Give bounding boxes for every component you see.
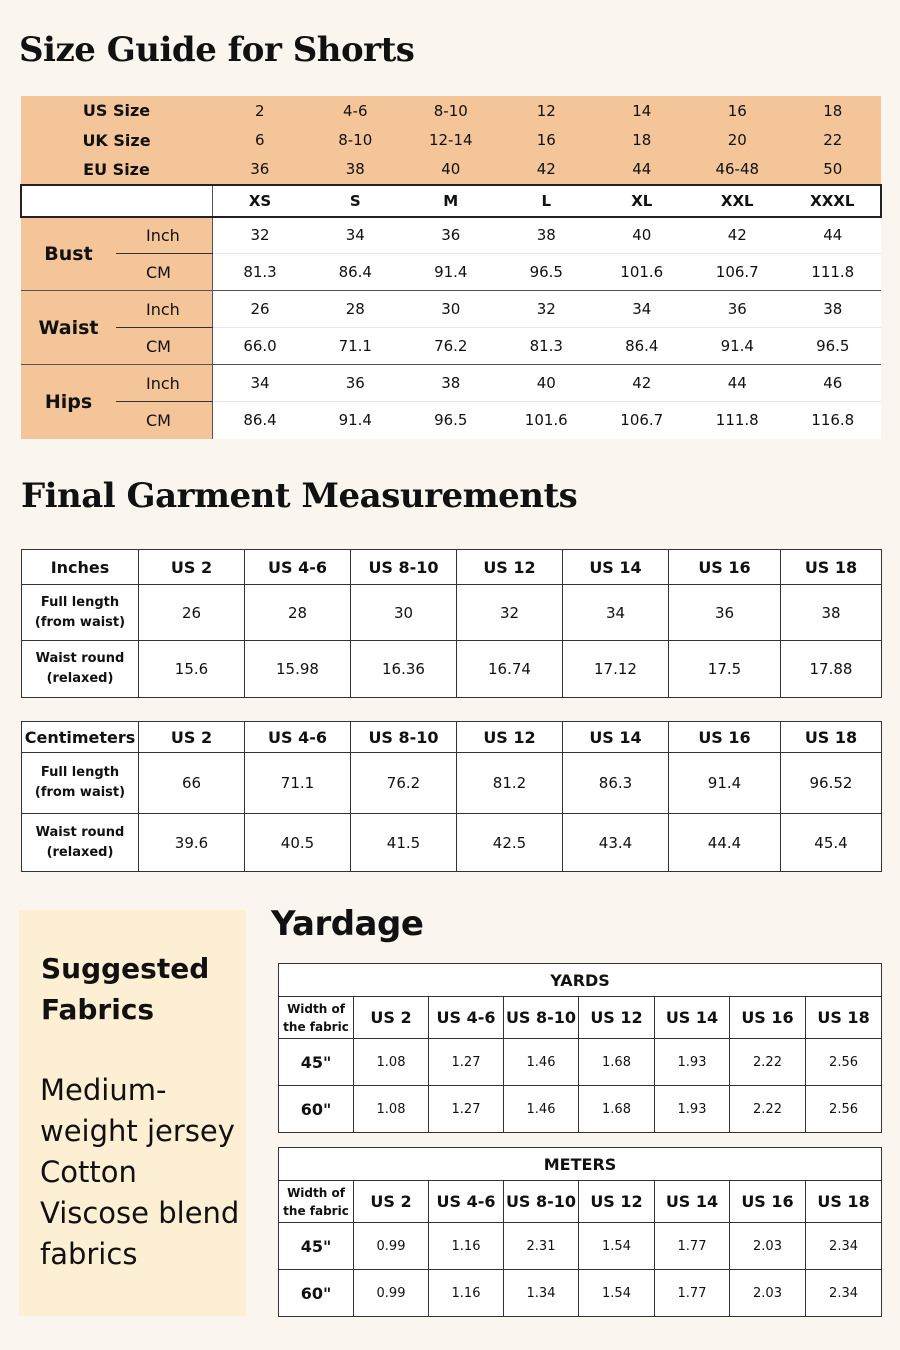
yards-caption: YARDS [279,964,882,997]
unit-inch-label: Inch [116,217,212,254]
waist-inch-cell: 38 [785,291,881,328]
unit-cm-label: CM [116,328,212,365]
hips-cm-cell: 96.5 [403,402,499,439]
yardage-cell: 2.56 [806,1039,882,1086]
waist-round-cell: 17.5 [669,641,781,698]
us-size-cell: 8-10 [433,101,468,120]
fabrics-title-line2: Fabrics [41,993,155,1026]
meters-cell: 1.34 [504,1270,579,1317]
fabric-width-cell: 45" [279,1039,354,1086]
size-header: US 12 [579,1181,655,1223]
full-length-cell: 81.2 [457,753,563,814]
us-size-label: US Size [82,101,151,121]
letter-size-row [21,185,881,217]
size-header: US 14 [563,722,669,753]
size-header: US 18 [806,1181,882,1223]
size-header: US 18 [781,550,882,585]
full-length-cell: 76.2 [351,753,457,814]
uk-size-row [21,126,881,156]
fabric-item: fabrics [40,1237,138,1271]
full-length-cell: 32 [457,585,563,641]
yards-header-row [279,997,882,1039]
hips-inch-row [21,365,881,402]
yardage-cell: 1.08 [354,1086,429,1133]
waist-cm-cell: 91.4 [690,328,786,365]
size-header: US 16 [730,997,806,1039]
yards-row-45 [279,1039,882,1086]
yardage-cell: 1.46 [504,1086,579,1133]
waist-inch-cell: 30 [403,291,499,328]
us-size-cell: 12 [536,101,556,120]
fabrics-title-line1: Suggested [41,952,210,985]
waist-cm-cell: 86.4 [594,328,690,365]
fabric-width-cell: 60" [279,1086,354,1133]
fabric-item: weight jersey [40,1114,235,1148]
yardage-cell: 1.93 [655,1039,730,1086]
yardage-cell: 1.68 [579,1039,655,1086]
waist-round-cell: 15.6 [139,641,245,698]
yardage-cell: 1.68 [579,1086,655,1133]
size-header: US 8-10 [351,722,457,753]
full-length-cell: 28 [245,585,351,641]
meters-cell: 2.03 [730,1270,806,1317]
waist-inch-cell: 26 [212,291,308,328]
size-header: US 4-6 [429,1181,504,1223]
waist-round-cell: 17.88 [781,641,882,698]
us-size-cell: 4-6 [343,101,368,120]
meters-cell: 0.99 [354,1223,429,1270]
waist-round-label [22,641,139,698]
cm-header-row [22,722,882,753]
full-length-row [22,585,882,641]
eu-size-cell: 44 [632,160,652,179]
size-header: US 4-6 [245,722,351,753]
width-label-line2: the fabric [283,1203,349,1218]
yardage-cell: 2.56 [806,1086,882,1133]
us-size-cell: 18 [823,101,843,120]
meters-cell: 1.77 [655,1223,730,1270]
yardage-cell: 1.08 [354,1039,429,1086]
bust-cm-row [21,254,881,291]
waist-inch-row [21,291,881,328]
bust-cm-cell: 101.6 [594,254,690,291]
us-size-row [21,96,881,126]
yards-caption-row [279,964,882,997]
us-size-cell: 14 [632,101,652,120]
bust-inch-row [21,217,881,254]
eu-size-row [21,155,881,185]
inches-label: Inches [22,550,139,585]
full-length-label [22,585,139,641]
eu-size-cell: 46-48 [715,160,760,179]
letter-size-cell: XS [212,185,308,217]
waist-inch-cell: 28 [308,291,404,328]
waist-cm-cell: 66.0 [212,328,308,365]
size-header: US 8-10 [351,550,457,585]
bust-inch-cell: 34 [308,217,404,254]
full-length-cell: 71.1 [245,753,351,814]
full-length-label-line2: (from waist) [34,614,126,630]
size-header: US 4-6 [429,997,504,1039]
waist-round-cell: 16.36 [351,641,457,698]
hips-cm-cell: 106.7 [594,402,690,439]
suggested-fabrics-panel [19,910,246,1316]
waist-round-label-line1: Waist round [35,651,125,666]
eu-size-cell: 38 [345,160,365,179]
fabrics-title [41,948,231,1030]
unit-cm-label: CM [116,254,212,291]
waist-round-cell: 42.5 [457,814,563,872]
waist-round-cell: 45.4 [781,814,882,872]
hips-inch-cell: 36 [308,365,404,402]
yardage-cell: 1.27 [429,1039,504,1086]
uk-size-cell: 6 [254,131,265,150]
meters-header-row [279,1181,882,1223]
fabric-width-cell: 45" [279,1223,354,1270]
waist-inch-cell: 32 [499,291,595,328]
bust-inch-cell: 44 [785,217,881,254]
size-header: US 18 [806,997,882,1039]
yards-row-60 [279,1086,882,1133]
size-header: US 2 [139,722,245,753]
yardage-cell: 1.27 [429,1086,504,1133]
hips-cm-cell: 86.4 [212,402,308,439]
meters-cell: 2.34 [806,1270,882,1317]
bust-inch-cell: 38 [499,217,595,254]
uk-size-label: UK Size [82,130,151,150]
size-header: US 14 [563,550,669,585]
yardage-cell: 1.93 [655,1086,730,1133]
meters-cell: 2.34 [806,1223,882,1270]
size-header: US 16 [730,1181,806,1223]
bust-label: Bust [21,217,116,291]
yardage-title: Yardage [271,904,424,944]
meters-row-45 [279,1223,882,1270]
meters-cell: 2.31 [504,1223,579,1270]
meters-cell: 0.99 [354,1270,429,1317]
inches-header-row [22,550,882,585]
meters-cell: 1.77 [655,1270,730,1317]
size-guide-title: Size Guide for Shorts [19,30,415,70]
letter-size-cell: L [499,185,595,217]
waist-inch-cell: 34 [594,291,690,328]
waist-cm-row [21,328,881,365]
unit-inch-label: Inch [116,365,212,402]
us-size-cell: 16 [727,101,747,120]
bust-cm-cell: 86.4 [308,254,404,291]
fabric-item: Cotton [40,1155,137,1189]
meters-caption-row [279,1148,882,1181]
fabric-item: Medium- [40,1073,167,1107]
eu-size-cell: 40 [441,160,461,179]
size-header: US 16 [669,550,781,585]
hips-inch-cell: 46 [785,365,881,402]
us-size-cell: 2 [254,101,265,120]
waist-round-cell: 16.74 [457,641,563,698]
eu-size-cell: 42 [536,160,556,179]
waist-cm-cell: 76.2 [403,328,499,365]
waist-round-label [22,814,139,872]
full-length-cell: 66 [139,753,245,814]
size-header: US 2 [354,997,429,1039]
letter-size-cell: XXXL [785,185,881,217]
width-of-fabric-label [279,997,354,1039]
waist-cm-cell: 81.3 [499,328,595,365]
full-length-cell: 34 [563,585,669,641]
unit-inch-label: Inch [116,291,212,328]
waist-cm-cell: 96.5 [785,328,881,365]
bust-cm-cell: 111.8 [785,254,881,291]
size-header: US 8-10 [504,1181,579,1223]
fabric-item: Viscose blend [40,1196,240,1230]
width-label-line1: Width of [287,1001,345,1016]
bust-inch-cell: 40 [594,217,690,254]
fabric-width-cell: 60" [279,1270,354,1317]
meters-cell: 2.03 [730,1223,806,1270]
bust-cm-cell: 81.3 [212,254,308,291]
bust-cm-cell: 96.5 [499,254,595,291]
eu-size-cell: 36 [250,160,270,179]
hips-inch-cell: 42 [594,365,690,402]
letter-size-cell: M [403,185,499,217]
size-header: US 12 [457,550,563,585]
meters-table [278,1147,882,1317]
garment-title: Final Garment Measurements [21,476,578,516]
full-length-cell: 96.52 [781,753,882,814]
full-length-cell: 38 [781,585,882,641]
full-length-cell: 26 [139,585,245,641]
hips-inch-cell: 38 [403,365,499,402]
bust-cm-cell: 106.7 [690,254,786,291]
bust-cm-cell: 91.4 [403,254,499,291]
full-length-cell: 91.4 [669,753,781,814]
yardage-cell: 1.46 [504,1039,579,1086]
uk-size-cell: 8-10 [338,131,373,150]
size-header: US 12 [457,722,563,753]
waist-round-cell: 43.4 [563,814,669,872]
meters-row-60 [279,1270,882,1317]
waist-round-cell: 17.12 [563,641,669,698]
full-length-cell: 36 [669,585,781,641]
meters-caption: METERS [279,1148,882,1181]
waist-round-cell: 41.5 [351,814,457,872]
size-header: US 14 [655,1181,730,1223]
meters-cell: 1.54 [579,1270,655,1317]
meters-cell: 1.16 [429,1270,504,1317]
size-header: US 2 [354,1181,429,1223]
meters-cell: 1.16 [429,1223,504,1270]
full-length-cell: 86.3 [563,753,669,814]
width-label-line2: the fabric [283,1019,349,1034]
waist-round-label-line1: Waist round [35,824,125,840]
waist-round-cell: 44.4 [669,814,781,872]
waist-round-row [22,814,882,872]
uk-size-cell: 18 [632,131,652,150]
hips-cm-cell: 91.4 [308,402,404,439]
waist-round-row [22,641,882,698]
size-header: US 18 [781,722,882,753]
bust-inch-cell: 36 [403,217,499,254]
uk-size-cell: 12-14 [428,131,473,150]
yardage-cell: 2.22 [730,1039,806,1086]
waist-label: Waist [21,291,116,365]
letter-size-cell: S [308,185,404,217]
size-header: US 14 [655,997,730,1039]
waist-round-cell: 15.98 [245,641,351,698]
waist-inch-cell: 36 [690,291,786,328]
full-length-cell: 30 [351,585,457,641]
letter-size-cell: XL [594,185,690,217]
fabrics-list [40,1070,240,1275]
full-length-label [22,753,139,814]
bust-inch-cell: 42 [690,217,786,254]
uk-size-cell: 20 [727,131,747,150]
centimeters-label: Centimeters [22,722,139,753]
full-length-row [22,753,882,814]
hips-inch-cell: 44 [690,365,786,402]
width-label-line1: Width of [287,1185,345,1200]
hips-cm-row [21,402,881,439]
full-length-label-line2: (from waist) [34,785,126,800]
yards-table [278,963,882,1133]
inches-table [21,549,882,698]
unit-cm-label: CM [116,402,212,439]
waist-round-label-line2: (relaxed) [46,844,114,860]
centimeters-table [21,721,882,872]
waist-round-label-line2: (relaxed) [46,671,114,686]
waist-cm-cell: 71.1 [308,328,404,365]
waist-round-cell: 40.5 [245,814,351,872]
width-of-fabric-label [279,1181,354,1223]
hips-inch-cell: 40 [499,365,595,402]
hips-cm-cell: 111.8 [690,402,786,439]
size-header: US 16 [669,722,781,753]
full-length-label-line1: Full length [40,765,120,780]
hips-cm-cell: 101.6 [499,402,595,439]
size-header: US 2 [139,550,245,585]
yardage-cell: 2.22 [730,1086,806,1133]
hips-cm-cell: 116.8 [785,402,881,439]
hips-inch-cell: 34 [212,365,308,402]
letter-size-blank [21,185,212,217]
bust-inch-cell: 32 [212,217,308,254]
letter-size-cell: XXL [690,185,786,217]
uk-size-cell: 22 [823,131,843,150]
meters-cell: 1.54 [579,1223,655,1270]
size-header: US 4-6 [245,550,351,585]
eu-size-label: EU Size [83,159,150,179]
size-header: US 8-10 [504,997,579,1039]
size-guide-table [20,96,882,439]
size-header: US 12 [579,997,655,1039]
waist-round-cell: 39.6 [139,814,245,872]
eu-size-cell: 50 [823,160,843,179]
hips-label: Hips [21,365,116,439]
uk-size-cell: 16 [536,131,556,150]
full-length-label-line1: Full length [40,594,120,610]
